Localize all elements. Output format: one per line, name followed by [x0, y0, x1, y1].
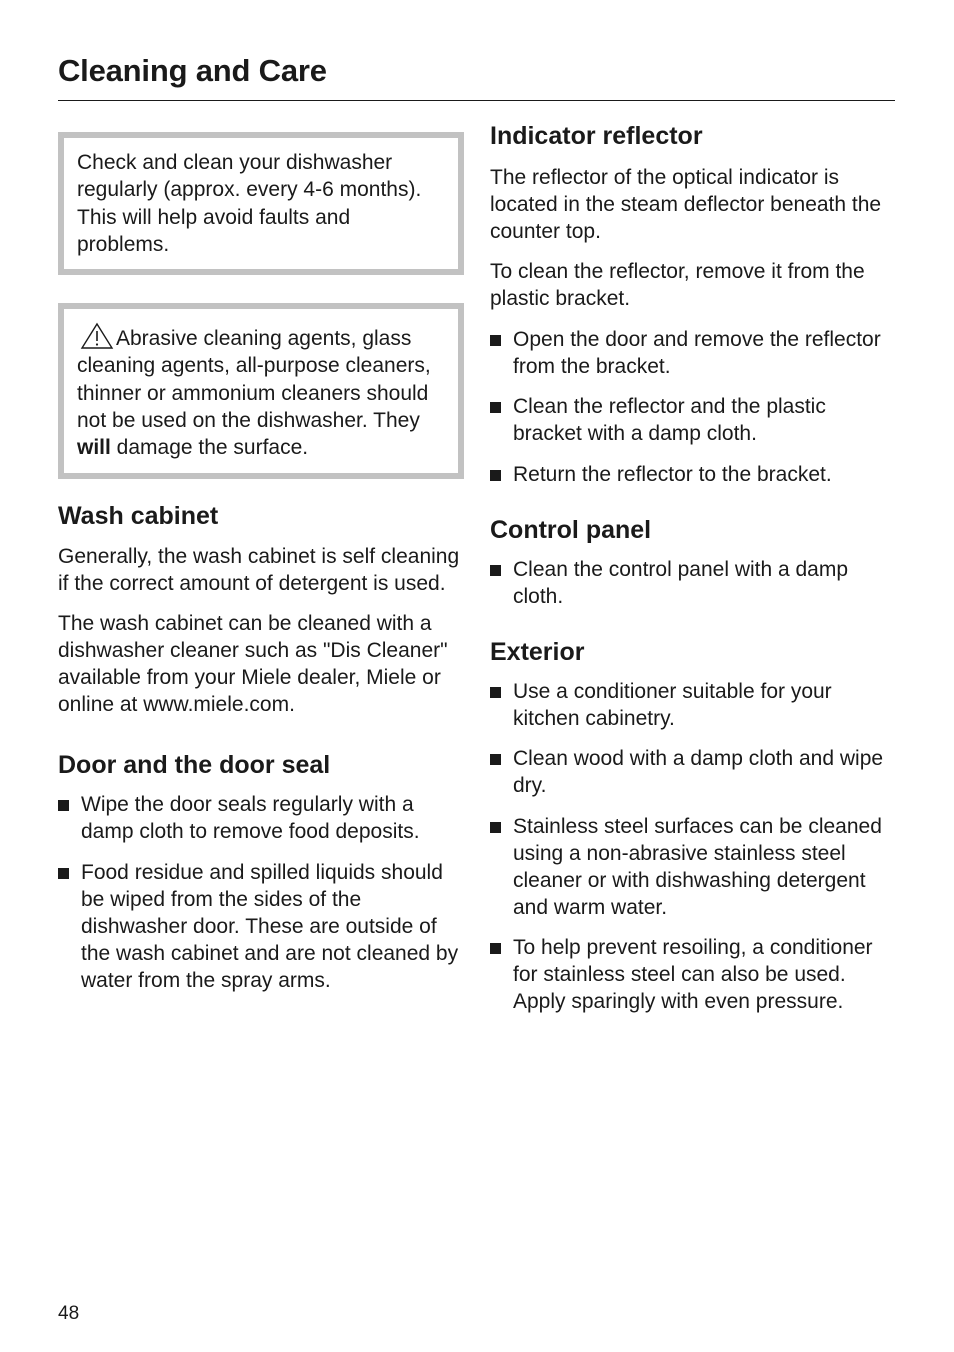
- list-item: Use a conditioner suitable for your kitchen cabinetry.: [490, 678, 900, 732]
- control-panel-list: [490, 556, 900, 610]
- door-seal-heading: Door and the door seal: [58, 750, 331, 779]
- page-number: 48: [58, 1303, 80, 1324]
- list-item: Wipe the door seals regularly with a damp cloth to remove food deposits.: [58, 791, 464, 845]
- exterior-list: [490, 678, 900, 1015]
- warning-text-end: damage the surface.: [110, 436, 309, 460]
- control-panel-heading: Control panel: [490, 516, 652, 544]
- list-item: Food residue and spilled liquids should be wiped from the sides of the dishwasher door. These are outside of the wash cabinet and are not cleaned by water from the spray arms.: [58, 859, 464, 994]
- list-item: Stainless steel surfaces can be cleaned using a non-abrasive stainless steel cleaner or with dishwashing detergent and warm water.: [490, 813, 900, 921]
- indicator-reflector-paragraph: The reflector of the optical indicator is located in the steam deflector beneath the counter top.: [490, 166, 882, 243]
- left-column: [58, 120, 464, 994]
- list-item: Clean the control panel with a damp cloth.: [490, 556, 900, 610]
- exterior-heading: Exterior: [490, 638, 585, 666]
- list-item: To help prevent resoiling, a conditioner for stainless steel can also be used. Apply sparingly with even pressure.: [490, 934, 900, 1015]
- warning-triangle-icon: [80, 322, 114, 350]
- indicator-reflector-heading: Indicator reflector: [490, 122, 703, 150]
- wash-cabinet-paragraph: The wash cabinet can be cleaned with a dishwasher cleaner such as "Dis Cleaner" available from your Miele dealer, Miele or online at www.miele.com.: [58, 611, 448, 716]
- maintenance-note: [58, 132, 464, 275]
- right-column: [490, 120, 900, 1015]
- list-item: Clean the reflector and the plastic bracket with a damp cloth.: [490, 393, 900, 447]
- warning-note: [58, 303, 464, 478]
- warning-note-text: [77, 322, 445, 461]
- indicator-reflector-paragraph: To clean the reflector, remove it from the plastic bracket.: [490, 260, 865, 310]
- door-seal-list: [58, 791, 464, 994]
- wash-cabinet-paragraph: Generally, the wash cabinet is self cleaning if the correct amount of detergent is used.: [58, 544, 460, 595]
- list-item: Open the door and remove the reflector from the bracket.: [490, 326, 900, 380]
- wash-cabinet-heading: Wash cabinet: [58, 501, 219, 530]
- maintenance-note-text: Check and clean your dishwasher regularly (approx. every 4-6 months). This will help avoid faults and problems.: [77, 151, 422, 256]
- title-divider: [58, 100, 895, 101]
- indicator-reflector-list: [490, 326, 900, 488]
- list-item: Clean wood with a damp cloth and wipe dry.: [490, 745, 900, 799]
- list-item: Return the reflector to the bracket.: [490, 461, 900, 488]
- warning-emphasis: will: [77, 436, 111, 460]
- page-title: Cleaning and Care: [58, 53, 327, 88]
- warning-text-start: Abrasive cleaning agents, glass cleaning agents, all-purpose cleaners, thinner or ammonium cleaners should not be used on the dishwasher. They: [77, 327, 431, 433]
